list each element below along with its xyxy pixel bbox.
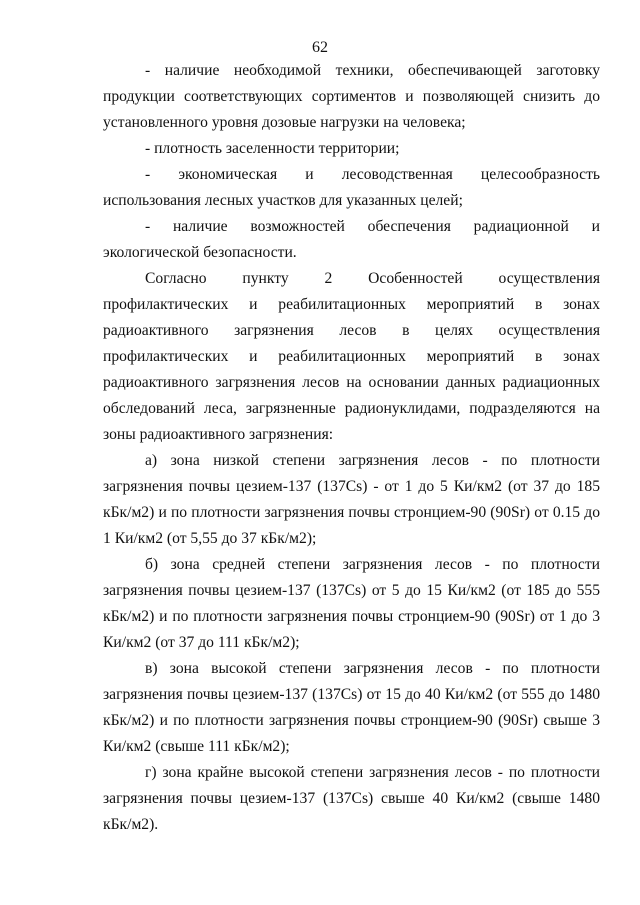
paragraph-zone-extreme: г) зона крайне высокой степени загрязнения лесов - по плотности загрязнения почвы цезием-137 (137Cs) свыше 40 Ки/км2 (свыше 1480 кБк/м2). <box>103 764 600 833</box>
paragraph-zone-low: а) зона низкой степени загрязнения лесов - по плотности загрязнения почвы цезием-137 (137Cs) - от 1 до 5 Ки/км2 (от 37 до 185 кБк/м2) и по плотности загрязнения почвы стронцием-90 (90Sr) от 0.15 до 1 Ки/км2 (от 5,55 до 37 кБк/м2); <box>103 452 600 547</box>
paragraph-population-density: - плотность заселенности территории; <box>145 140 400 157</box>
paragraph-zone-high: в) зона высокой степени загрязнения лесов - по плотности загрязнения почвы цезием-137 (137Cs) от 15 до 40 Ки/км2 (от 555 до 1480 кБк/м2) и по плотности загрязнения почвы стронцием-90 (90Sr) свыше 3 Ки/км2 (свыше 111 кБк/м2); <box>103 660 600 755</box>
document-body <box>103 58 600 838</box>
paragraph-zones-intro: Согласно пункту 2 Особенностей осуществления профилактических и реабилитационных мероприятий в зонах радиоактивного загрязнения лесов в целях осуществления профилактических и реабилитационных мероприятий в зонах радиоактивного загрязнения лесов на основании данных радиационных обследований леса, загрязненные радионуклидами, подразделяются на зоны радиоактивного загрязнения: <box>103 270 600 443</box>
paragraph-zone-medium: б) зона средней степени загрязнения лесов - по плотности загрязнения почвы цезием-137 (137Cs) от 5 до 15 Ки/км2 (от 185 до 555 кБк/м2) и по плотности загрязнения почвы стронцием-90 (90Sr) от 1 до 3 Ки/км2 (от 37 до 111 кБк/м2); <box>103 556 600 651</box>
page-number: 62 <box>312 39 328 56</box>
paragraph-equipment: - наличие необходимой техники, обеспечивающей заготовку продукции соответствующих сортиментов и позволяющей снизить до установленного уровня дозовые нагрузки на человека; <box>103 62 600 131</box>
paragraph-economic-feasibility: - экономическая и лесоводственная целесообразность использования лесных участков для указанных целей; <box>103 166 600 209</box>
paragraph-safety: - наличие возможностей обеспечения радиационной и экологической безопасности. <box>103 218 600 261</box>
